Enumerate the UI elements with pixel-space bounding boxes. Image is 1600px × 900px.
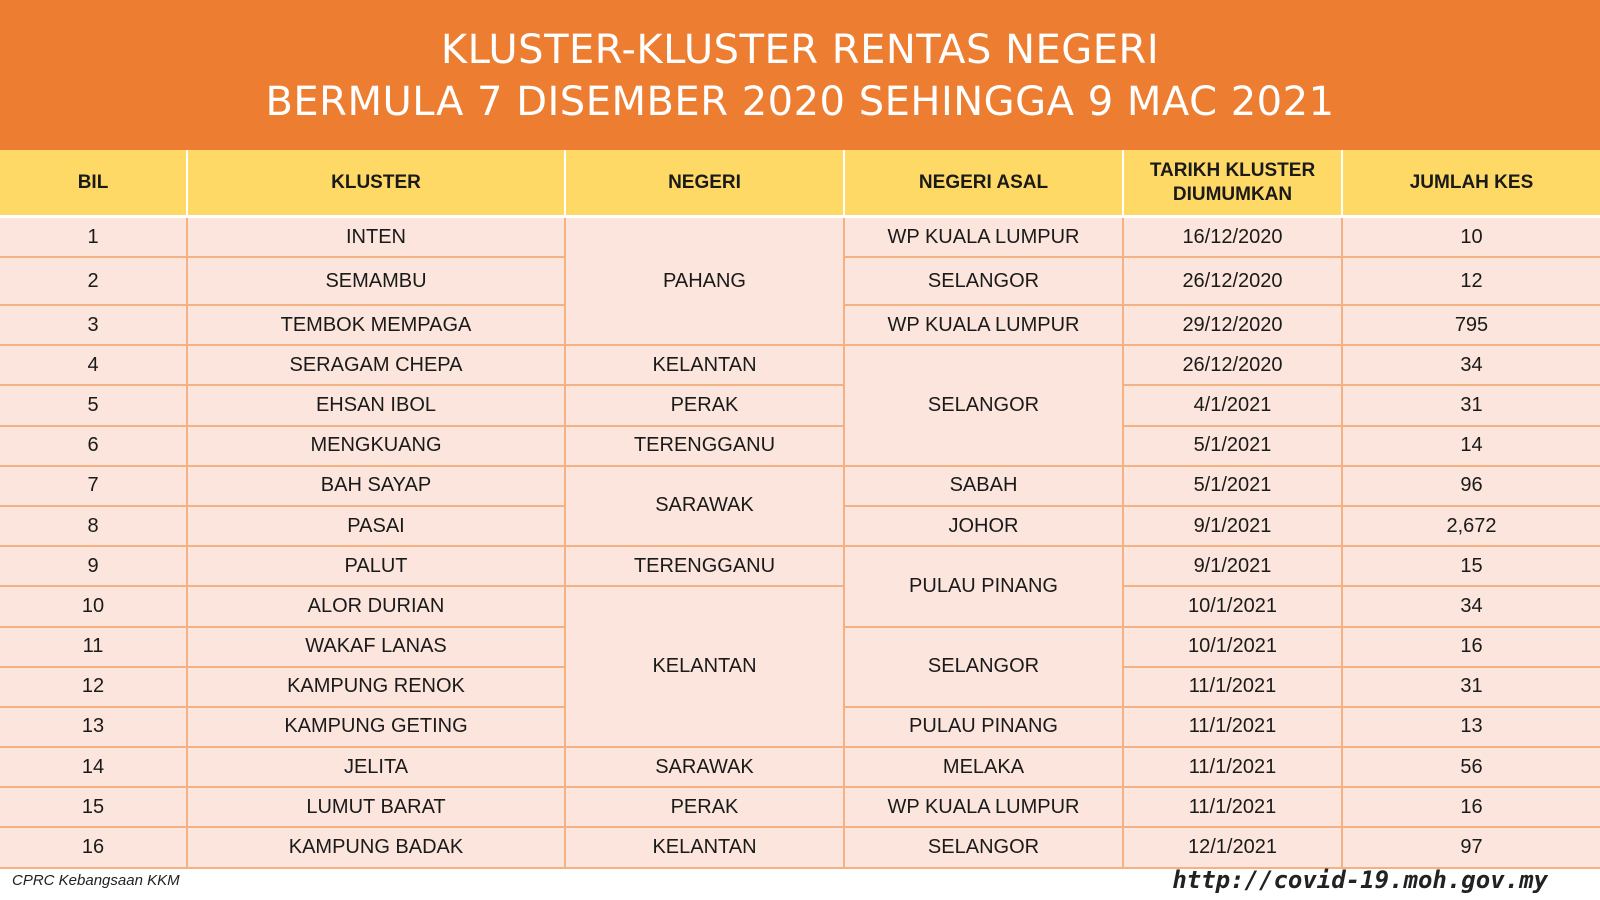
tarikh-cell: 10/1/2021 — [1124, 628, 1343, 668]
negeri-asal-cell: WP KUALA LUMPUR — [845, 306, 1124, 346]
kluster-cell: EHSAN IBOL — [188, 386, 566, 426]
negeri-asal-cell: MELAKA — [845, 748, 1124, 788]
negeri-asal-cell: JOHOR — [845, 507, 1124, 547]
tarikh-cell: 16/12/2020 — [1124, 218, 1343, 258]
negeri-asal-cell: WP KUALA LUMPUR — [845, 218, 1124, 258]
bil-cell: 3 — [0, 306, 188, 346]
negeri-asal-cell: SELANGOR — [845, 628, 1124, 708]
jumlah-kes-cell: 15 — [1343, 547, 1600, 587]
jumlah-kes-cell: 10 — [1343, 218, 1600, 258]
header-tarikh: TARIKH KLUSTER DIUMUMKAN — [1124, 150, 1343, 218]
negeri-asal-cell: SELANGOR — [845, 346, 1124, 467]
title-banner — [0, 0, 1600, 150]
negeri-cell: PAHANG — [566, 218, 845, 346]
negeri-cell: SARAWAK — [566, 467, 845, 547]
tarikh-cell: 5/1/2021 — [1124, 467, 1343, 507]
jumlah-kes-cell: 31 — [1343, 386, 1600, 426]
jumlah-kes-cell: 34 — [1343, 346, 1600, 386]
negeri-asal-cell: SABAH — [845, 467, 1124, 507]
kluster-cell: INTEN — [188, 218, 566, 258]
negeri-cell: KELANTAN — [566, 587, 845, 748]
bil-cell: 11 — [0, 628, 188, 668]
jumlah-kes-cell: 795 — [1343, 306, 1600, 346]
tarikh-cell: 5/1/2021 — [1124, 427, 1343, 467]
negeri-cell: KELANTAN — [566, 346, 845, 386]
header-bil: BIL — [0, 150, 188, 218]
jumlah-kes-cell: 96 — [1343, 467, 1600, 507]
bil-cell: 4 — [0, 346, 188, 386]
header-negeri-asal: NEGERI ASAL — [845, 150, 1124, 218]
negeri-cell: PERAK — [566, 386, 845, 426]
kluster-cell: MENGKUANG — [188, 427, 566, 467]
source-credit: CPRC Kebangsaan KKM — [12, 872, 180, 889]
jumlah-kes-cell: 34 — [1343, 587, 1600, 627]
kluster-cell: JELITA — [188, 748, 566, 788]
title-line-1: KLUSTER-KLUSTER RENTAS NEGERI — [440, 27, 1160, 73]
bil-cell: 15 — [0, 788, 188, 828]
negeri-cell: TERENGGANU — [566, 547, 845, 587]
kluster-cell: SERAGAM CHEPA — [188, 346, 566, 386]
tarikh-cell: 10/1/2021 — [1124, 587, 1343, 627]
tarikh-cell: 26/12/2020 — [1124, 258, 1343, 306]
tarikh-cell: 26/12/2020 — [1124, 346, 1343, 386]
bil-cell: 7 — [0, 467, 188, 507]
website-url[interactable]: http://covid-19.moh.gov.my — [1172, 866, 1548, 894]
kluster-cell: KAMPUNG RENOK — [188, 668, 566, 708]
bil-cell: 13 — [0, 708, 188, 748]
negeri-cell: KELANTAN — [566, 828, 845, 868]
header-kluster: KLUSTER — [188, 150, 566, 218]
bil-cell: 14 — [0, 748, 188, 788]
jumlah-kes-cell: 16 — [1343, 788, 1600, 828]
kluster-cell: SEMAMBU — [188, 258, 566, 306]
bil-cell: 10 — [0, 587, 188, 627]
jumlah-kes-cell: 31 — [1343, 668, 1600, 708]
header-negeri: NEGERI — [566, 150, 845, 218]
bil-cell: 2 — [0, 258, 188, 306]
kluster-cell: PALUT — [188, 547, 566, 587]
tarikh-cell: 11/1/2021 — [1124, 748, 1343, 788]
negeri-cell: TERENGGANU — [566, 427, 845, 467]
bil-cell: 6 — [0, 427, 188, 467]
tarikh-cell: 9/1/2021 — [1124, 547, 1343, 587]
tarikh-cell: 11/1/2021 — [1124, 668, 1343, 708]
kluster-cell: KAMPUNG GETING — [188, 708, 566, 748]
bil-cell: 8 — [0, 507, 188, 547]
negeri-asal-cell: SELANGOR — [845, 258, 1124, 306]
kluster-cell: BAH SAYAP — [188, 467, 566, 507]
tarikh-cell: 11/1/2021 — [1124, 788, 1343, 828]
header-jumlah-kes: JUMLAH KES — [1343, 150, 1600, 218]
bil-cell: 12 — [0, 668, 188, 708]
bil-cell: 9 — [0, 547, 188, 587]
bil-cell: 16 — [0, 828, 188, 868]
negeri-asal-cell: PULAU PINANG — [845, 547, 1124, 627]
jumlah-kes-cell: 13 — [1343, 708, 1600, 748]
kluster-cell: TEMBOK MEMPAGA — [188, 306, 566, 346]
jumlah-kes-cell: 97 — [1343, 828, 1600, 868]
negeri-asal-cell: PULAU PINANG — [845, 708, 1124, 748]
negeri-cell: PERAK — [566, 788, 845, 828]
tarikh-cell: 12/1/2021 — [1124, 828, 1343, 868]
negeri-asal-cell: SELANGOR — [845, 828, 1124, 868]
jumlah-kes-cell: 12 — [1343, 258, 1600, 306]
kluster-cell: ALOR DURIAN — [188, 587, 566, 627]
title-line-2: BERMULA 7 DISEMBER 2020 SEHINGGA 9 MAC 2021 — [265, 79, 1335, 125]
kluster-cell: KAMPUNG BADAK — [188, 828, 566, 868]
kluster-cell: PASAI — [188, 507, 566, 547]
kluster-cell: WAKAF LANAS — [188, 628, 566, 668]
jumlah-kes-cell: 16 — [1343, 628, 1600, 668]
kluster-cell: LUMUT BARAT — [188, 788, 566, 828]
negeri-asal-cell: WP KUALA LUMPUR — [845, 788, 1124, 828]
jumlah-kes-cell: 14 — [1343, 427, 1600, 467]
tarikh-cell: 11/1/2021 — [1124, 708, 1343, 748]
tarikh-cell: 9/1/2021 — [1124, 507, 1343, 547]
cluster-table — [0, 150, 1600, 869]
bil-cell: 1 — [0, 218, 188, 258]
jumlah-kes-cell: 56 — [1343, 748, 1600, 788]
tarikh-cell: 4/1/2021 — [1124, 386, 1343, 426]
jumlah-kes-cell: 2,672 — [1343, 507, 1600, 547]
bil-cell: 5 — [0, 386, 188, 426]
tarikh-cell: 29/12/2020 — [1124, 306, 1343, 346]
negeri-cell: SARAWAK — [566, 748, 845, 788]
